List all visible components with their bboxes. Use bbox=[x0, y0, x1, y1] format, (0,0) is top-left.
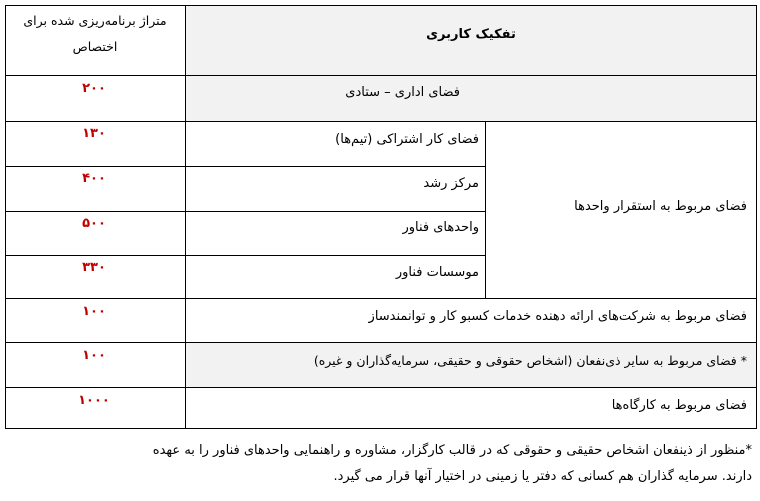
row-label-service-companies: فضای مربوط به شرکت‌های ارائه دهنده خدمات کسبو کار و توانمندساز bbox=[368, 309, 747, 324]
row-label-stakeholders: * فضای مربوط به سایر ذی‌نفعان (اشخاص حقوقی و حقیقی، سرمایه‌گذاران و غیره) bbox=[313, 353, 747, 368]
row-label-tech-institutes: موسسات فناور bbox=[395, 265, 479, 280]
header-area-line2: اختصاص bbox=[72, 39, 118, 54]
row-value-admin: ۲۰۰ bbox=[82, 81, 106, 96]
row-value-service-companies: ۱۰۰ bbox=[82, 304, 106, 319]
row-label-coworking: فضای کار اشتراکی (تیم‌ها) bbox=[335, 132, 479, 147]
row-label-incubator: مرکز رشد bbox=[423, 176, 479, 191]
row-value-workshops: ۱۰۰۰ bbox=[78, 393, 110, 408]
row-label-tech-units: واحدهای فناور bbox=[402, 220, 479, 235]
row-value-incubator: ۴۰۰ bbox=[82, 171, 106, 186]
row-label-admin: فضای اداری – ستادی bbox=[345, 85, 460, 100]
header-area-line1: متراژ برنامه‌ریزی شده برای bbox=[23, 13, 167, 28]
row-value-coworking: ۱۳۰ bbox=[82, 126, 106, 141]
row-value-tech-institutes: ۳۳۰ bbox=[82, 260, 106, 275]
usage-table bbox=[5, 5, 757, 428]
group-label: فضای مربوط به استقرار واحدها bbox=[574, 199, 747, 214]
row-shade-admin bbox=[185, 75, 757, 121]
row-label-workshops: فضای مربوط به کارگاه‌ها bbox=[611, 398, 747, 413]
footnote-line2: دارند. سرمایه گذاران هم کسانی که دفتر یا زمینی در اختیار آنها قرار می گیرد. bbox=[333, 469, 752, 484]
row-value-tech-units: ۵۰۰ bbox=[82, 216, 106, 231]
footnote-line1: *منظور از ذینفعان اشخاص حقیقی و حقوقی که در قالب کارگزار، مشاوره و راهنمایی واحدهای فناور را به عهده bbox=[152, 443, 752, 458]
row-value-stakeholders: ۱۰۰ bbox=[82, 348, 106, 363]
header-usage: تفکیک کاربری bbox=[426, 27, 516, 42]
footnote bbox=[4, 438, 752, 490]
